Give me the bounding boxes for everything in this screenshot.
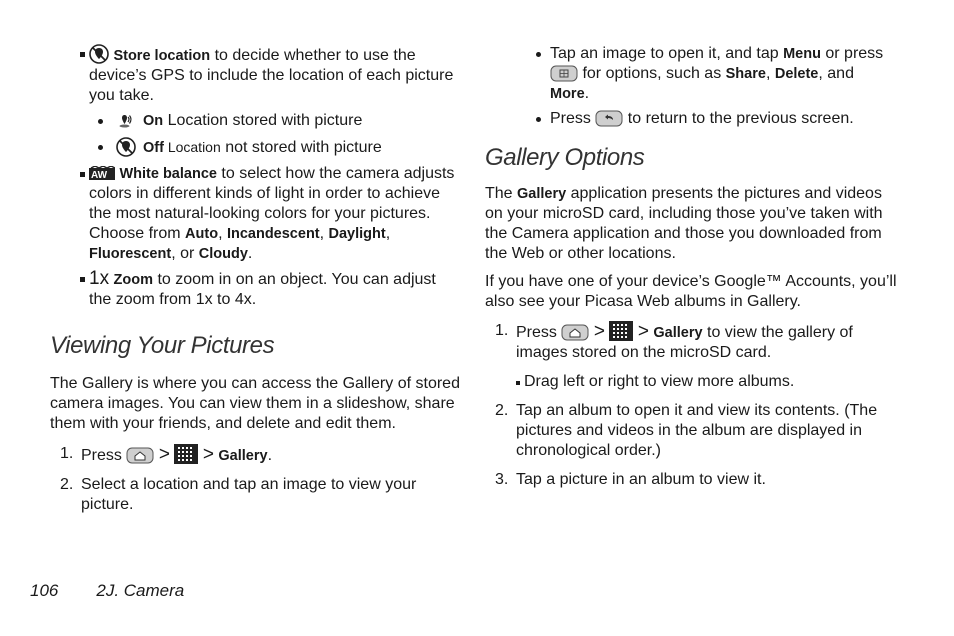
zoom-label: Zoom xyxy=(113,272,153,288)
location-on-icon xyxy=(116,112,134,130)
right-column xyxy=(485,44,897,499)
option-incandescent: Incandescent xyxy=(226,226,320,242)
gallery-paragraph-2: If you have one of your device’s Google™ Accounts, you’ll also see your Picasa Web albums in Gallery. xyxy=(485,273,897,310)
white-balance-icon xyxy=(89,166,115,182)
period: . xyxy=(584,85,590,102)
para-text: The xyxy=(485,185,518,202)
store-location-desc: to decide whether to use the device’s GPS to include the location of each picture you take. xyxy=(89,47,454,104)
step-number: 1. xyxy=(495,322,509,339)
separator: , xyxy=(765,65,775,82)
section-name: 2J. Camera xyxy=(96,581,185,600)
chevron-separator: > xyxy=(202,444,214,465)
bullet-white-balance xyxy=(50,164,460,264)
zoom-desc: to zoom in on an object. You can adjust the zoom from 1x to 4x. xyxy=(89,271,436,308)
share-label: Share xyxy=(725,66,766,82)
option-auto: Auto xyxy=(185,226,219,242)
home-key-icon xyxy=(561,323,589,341)
step-1-sub-bullet xyxy=(485,372,897,392)
page-footer xyxy=(30,581,222,601)
bullet-press-back xyxy=(485,109,897,129)
step-number: 2. xyxy=(60,476,74,493)
step-text: to view the gallery of images stored on the microSD card. xyxy=(516,324,853,361)
menu-label: Menu xyxy=(783,46,821,62)
gallery-label: Gallery xyxy=(218,448,268,464)
step-text: Tap a picture in an album to view it. xyxy=(516,471,766,488)
chevron-separator: > xyxy=(158,444,170,465)
round-bullet xyxy=(98,119,103,124)
round-bullet xyxy=(98,145,103,150)
step-number: 3. xyxy=(495,471,509,488)
square-bullet xyxy=(80,172,85,177)
step-2 xyxy=(485,401,897,461)
delete-label: Delete xyxy=(774,66,819,82)
bullet-tap-image xyxy=(485,44,897,104)
sub-on xyxy=(50,111,460,131)
bullet-text: Press xyxy=(550,110,596,127)
bullet-text: or press xyxy=(820,45,884,62)
square-bullet xyxy=(516,381,520,385)
round-bullet xyxy=(536,52,541,57)
white-balance-desc: to select how the camera adjusts colors in different kinds of light in order to achieve the most natural-looking colors for your pictures. Choose from xyxy=(89,165,455,242)
para-text: application presents the pictures and videos on your microSD card, including those you’ve taken with the Camera application and those you downloaded from the Web or other locations. xyxy=(485,185,883,262)
bullet-store-location xyxy=(50,44,460,106)
off-location-word: Location xyxy=(163,139,221,155)
step-3 xyxy=(485,470,897,490)
step-1 xyxy=(50,444,460,466)
gallery-label: Gallery xyxy=(517,186,567,202)
step-number: 2. xyxy=(495,402,509,419)
option-fluorescent: Fluorescent xyxy=(89,246,172,262)
step-1 xyxy=(485,321,897,363)
period: . xyxy=(247,245,253,262)
gallery-intro-paragraph: The Gallery is where you can access the Gallery of stored camera images. You can view them in a slideshow, share them with your friends, and delete and edit them. xyxy=(50,375,460,432)
gallery-label: Gallery xyxy=(653,325,703,341)
chevron-separator: > xyxy=(593,321,605,342)
round-bullet xyxy=(536,117,541,122)
period: . xyxy=(267,447,273,464)
on-desc: Location stored with picture xyxy=(163,112,363,129)
separator: , and xyxy=(818,65,854,82)
square-bullet xyxy=(80,277,85,282)
all-apps-icon xyxy=(174,444,198,464)
on-label: On xyxy=(143,113,164,129)
back-key-icon xyxy=(595,109,623,127)
left-column xyxy=(50,44,460,524)
off-label: Off xyxy=(143,140,164,156)
zoom-glyph: 1x xyxy=(89,268,110,289)
gallery-paragraph-1 xyxy=(485,184,897,264)
section-heading-viewing: Viewing Your Pictures xyxy=(50,332,275,359)
sub-off xyxy=(50,137,460,158)
step-text: Select a location and tap an image to view your picture. xyxy=(81,476,417,513)
all-apps-icon xyxy=(609,321,633,341)
separator: , xyxy=(385,225,391,242)
page-number: 106 xyxy=(30,581,59,600)
more-label: More xyxy=(550,86,585,102)
separator: , or xyxy=(171,245,199,262)
menu-key-icon xyxy=(550,64,578,82)
svg-text:AW: AW xyxy=(91,170,108,181)
white-balance-label: White balance xyxy=(119,166,217,182)
square-bullet xyxy=(80,52,85,57)
home-key-icon xyxy=(126,446,154,464)
sub-bullet-text: Drag left or right to view more albums. xyxy=(524,373,795,390)
chevron-separator: > xyxy=(637,321,649,342)
bullet-text: for options, such as xyxy=(578,65,726,82)
separator: , xyxy=(319,225,329,242)
step-number: 1. xyxy=(60,445,74,462)
option-cloudy: Cloudy xyxy=(198,246,248,262)
option-daylight: Daylight xyxy=(328,226,386,242)
step-2 xyxy=(50,475,460,515)
bullet-zoom xyxy=(50,269,460,310)
step-text: Press xyxy=(81,447,122,464)
bullet-text: Tap an image to open it, and tap xyxy=(550,45,784,62)
location-off-icon xyxy=(89,44,109,64)
store-location-label: Store location xyxy=(113,48,211,64)
off-desc: not stored with picture xyxy=(220,139,382,156)
location-off-icon xyxy=(116,137,136,157)
step-text: Tap an album to open it and view its contents. (The pictures and videos in the album are displayed in chronological order.) xyxy=(516,402,878,459)
bullet-text: to return to the previous screen. xyxy=(623,110,854,127)
separator: , xyxy=(218,225,227,242)
section-heading-gallery-options: Gallery Options xyxy=(485,144,645,171)
step-text: Press xyxy=(516,324,557,341)
